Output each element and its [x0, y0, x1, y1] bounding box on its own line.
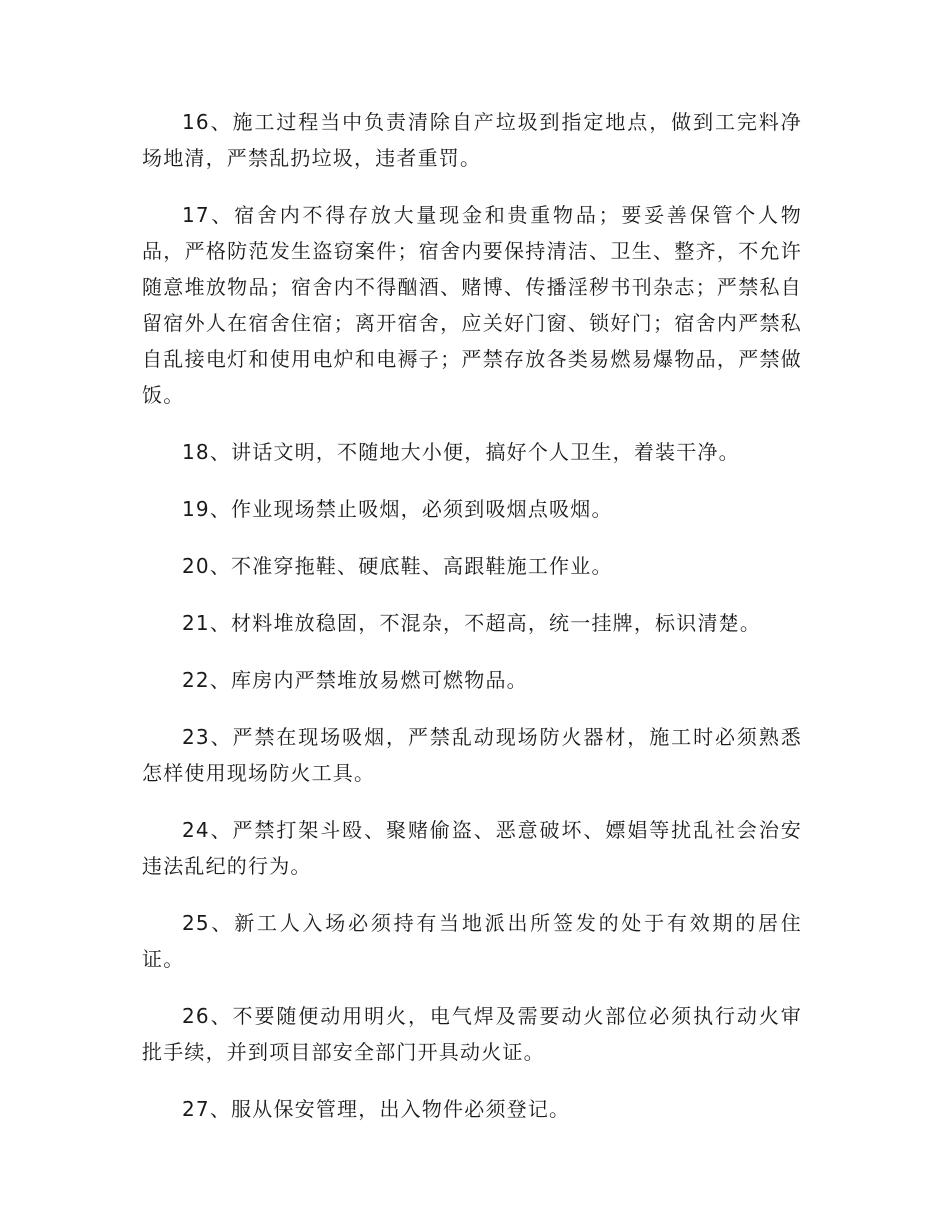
rule-item-22: 22、库房内严禁堆放易燃可燃物品。: [182, 668, 528, 692]
rule-item-26: 26、不要随便动用明火，电气焊及需要动火部位必须执行动火审批手续，并到项目部安全部门开具动火证。: [142, 1004, 802, 1064]
rule-item-20: 20、不准穿拖鞋、硬底鞋、高跟鞋施工作业。: [182, 554, 613, 578]
rule-item-25: 25、新工人入场必须持有当地派出所签发的处于有效期的居住证。: [142, 911, 802, 971]
document-body: [142, 104, 802, 1148]
rule-item-27: 27、服从保安管理，出入物件必须登记。: [182, 1097, 571, 1121]
rule-item-16: 16、施工过程当中负责清除自产垃圾到指定地点，做到工完料净场地清，严禁乱扔垃圾，违者重罚。: [142, 110, 802, 170]
rule-item-21: 21、材料堆放稳固，不混杂，不超高，统一挂牌，标识清楚。: [182, 611, 762, 635]
rule-item-18: 18、讲话文明，不随地大小便，搞好个人卫生，着装干净。: [182, 440, 740, 464]
rule-item-19: 19、作业现场禁止吸烟，必须到吸烟点吸烟。: [182, 497, 613, 521]
rule-item-17: 17、宿舍内不得存放大量现金和贵重物品；要妥善保管个人物品，严格防范发生盗窃案件；宿舍内要保持清洁、卫生、整齐，不允许随意堆放物品；宿舍内不得酗酒、赌博、传播淫秽书刊杂志；严禁私自留宿外人在宿舍住宿；离开宿舍，应关好门窗、锁好门；宿舍内严禁私自乱接电灯和使用电炉和电褥子；严禁存放各类易燃易爆物品，严禁做饭。: [142, 203, 802, 407]
rule-item-24: 24、严禁打架斗殴、聚赌偷盗、恶意破坏、嫖娼等扰乱社会治安违法乱纪的行为。: [142, 818, 802, 878]
rule-item-23: 23、严禁在现场吸烟，严禁乱动现场防火器材，施工时必须熟悉怎样使用现场防火工具。: [142, 725, 802, 785]
